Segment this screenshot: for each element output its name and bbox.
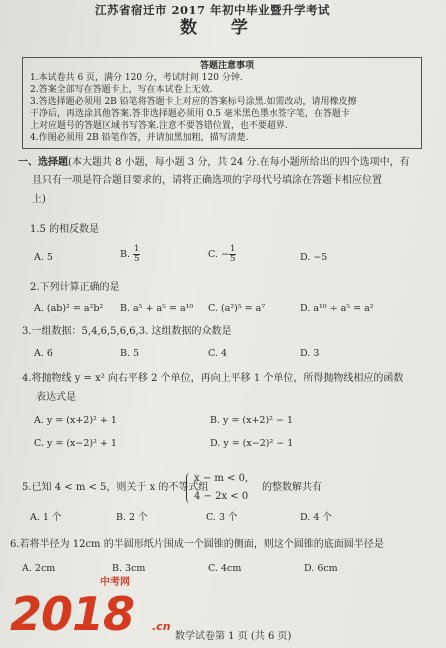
question-1-stem: 1.5 的相反数是 bbox=[30, 224, 100, 235]
inequality-1: x − m < 0, bbox=[194, 473, 249, 484]
q5-option-d: D. 4 个 bbox=[300, 512, 332, 523]
question-4-stem-cont: 表达式是 bbox=[36, 392, 76, 403]
section-intro-text: (本大题共 8 小题，每小题 3 分，共 24 分.在每小题所给出的四个选项中，有 bbox=[68, 157, 410, 168]
notice-line: 1.本试卷共 6 页，满分 120 分，考试时间 120 分钟. bbox=[30, 73, 243, 83]
q5-option-c: C. 3 个 bbox=[206, 512, 238, 523]
question-4-stem: 4.将抛物线 y = x² 向右平移 2 个单位，再向上平移 1 个单位，所得抛物线相应的函数 bbox=[22, 373, 404, 384]
page-footer: 数学试卷第 1 页 (共 6 页) bbox=[175, 631, 292, 642]
fraction: $\frac{1}{5}$ bbox=[229, 244, 236, 264]
q1-option-a: A. 5 bbox=[34, 252, 53, 263]
q3-option-c: C. 4 bbox=[208, 348, 228, 359]
inequality-2: 4 − 2x < 0 bbox=[194, 491, 249, 502]
q1-option-b: B. $\frac{1}{5}$ bbox=[120, 244, 140, 264]
q2-option-b: B. a⁵ + a⁵ = a¹⁰ bbox=[120, 303, 194, 314]
section-intro-text: 且只有一项是符合题目要求的，请将正确选项的字母代号填涂在答题卡相应位置 bbox=[32, 175, 382, 186]
q6-option-b: B. 3cm bbox=[112, 563, 146, 574]
q4-option-b: B. y = (x+2)² − 1 bbox=[210, 415, 294, 426]
q2-option-d: D. a¹⁰ ÷ a⁵ = a² bbox=[300, 303, 374, 314]
section-heading: 一、选择题 bbox=[18, 157, 68, 168]
q1-option-d: D. −5 bbox=[300, 252, 328, 263]
watermark-domain: .cn bbox=[152, 620, 171, 633]
notice-title: 答题注意事项 bbox=[200, 61, 255, 71]
fraction: $\frac{1}{5}$ bbox=[134, 244, 140, 264]
notice-line: 2.答案全部写在答题卡上，写在本试卷上无效. bbox=[30, 85, 213, 95]
q5-option-b: B. 2 个 bbox=[116, 512, 148, 523]
q4-option-a: A. y = (x+2)² + 1 bbox=[34, 415, 117, 426]
question-6-stem: 6.若将半径为 12cm 的半圆形纸片围成一个圆锥的侧面，则这个圆锥的底面圆半径是 bbox=[10, 539, 384, 550]
question-2-stem: 2.下列计算正确的是 bbox=[30, 282, 120, 293]
watermark-site-cn: 中考网 bbox=[100, 577, 130, 588]
q3-option-a: A. 6 bbox=[34, 348, 53, 359]
section-intro-line-2 bbox=[32, 174, 382, 187]
q6-option-d: D. 6cm bbox=[304, 563, 338, 574]
question-3-stem: 3.一组数据：5,4,6,5,6,6,3. 这组数据的众数是 bbox=[22, 326, 232, 337]
section-intro-line-1 bbox=[18, 156, 410, 169]
question-5-stem-tail: 的整数解共有 bbox=[262, 482, 322, 493]
q4-option-d: D. y = (x−2)² − 1 bbox=[210, 438, 294, 449]
notice-line: 4.作图必须用 2B 铅笔作答，并请加黑加粗，描写清楚. bbox=[30, 133, 249, 143]
notice-line: 3.答选择题必须用 2B 铅笔将答题卡上对应的答案标号涂黑.如需改动，请用橡皮擦 bbox=[30, 97, 357, 107]
watermark-logo: 2018 bbox=[10, 587, 135, 641]
q5-option-a: A. 1 个 bbox=[30, 512, 62, 523]
inequality-brace bbox=[186, 473, 193, 503]
notice-line: 上对应题号的答题区域书写答案.注意不要答错位置，也不要超界. bbox=[30, 121, 288, 131]
q1-option-c: C. − $\frac{1}{5}$ bbox=[208, 244, 236, 264]
q3-option-d: D. 3 bbox=[300, 348, 320, 359]
q6-option-c: C. 4cm bbox=[208, 563, 242, 574]
q4-option-c: C. y = (x−2)² + 1 bbox=[34, 438, 117, 449]
exam-title: 江苏省宿迁市 2017 年初中毕业暨升学考试 bbox=[95, 3, 331, 17]
notice-line: 干净后，再选涂其他答案.答非选择题必须用 0.5 毫米黑色墨水签字笔，在答题卡 bbox=[30, 109, 350, 119]
section-intro-line-3: 上) bbox=[32, 194, 46, 205]
q6-option-a: A. 2cm bbox=[22, 563, 56, 574]
question-5-stem: 5.已知 4 < m < 5，则关于 x 的不等式组 bbox=[22, 482, 209, 493]
q2-option-c: C. (a²)⁵ = a⁷ bbox=[208, 303, 266, 314]
q2-option-a: A. (ab)² = a²b² bbox=[34, 303, 104, 314]
subject-title: 数 学 bbox=[180, 18, 262, 38]
q3-option-b: B. 5 bbox=[120, 348, 140, 359]
